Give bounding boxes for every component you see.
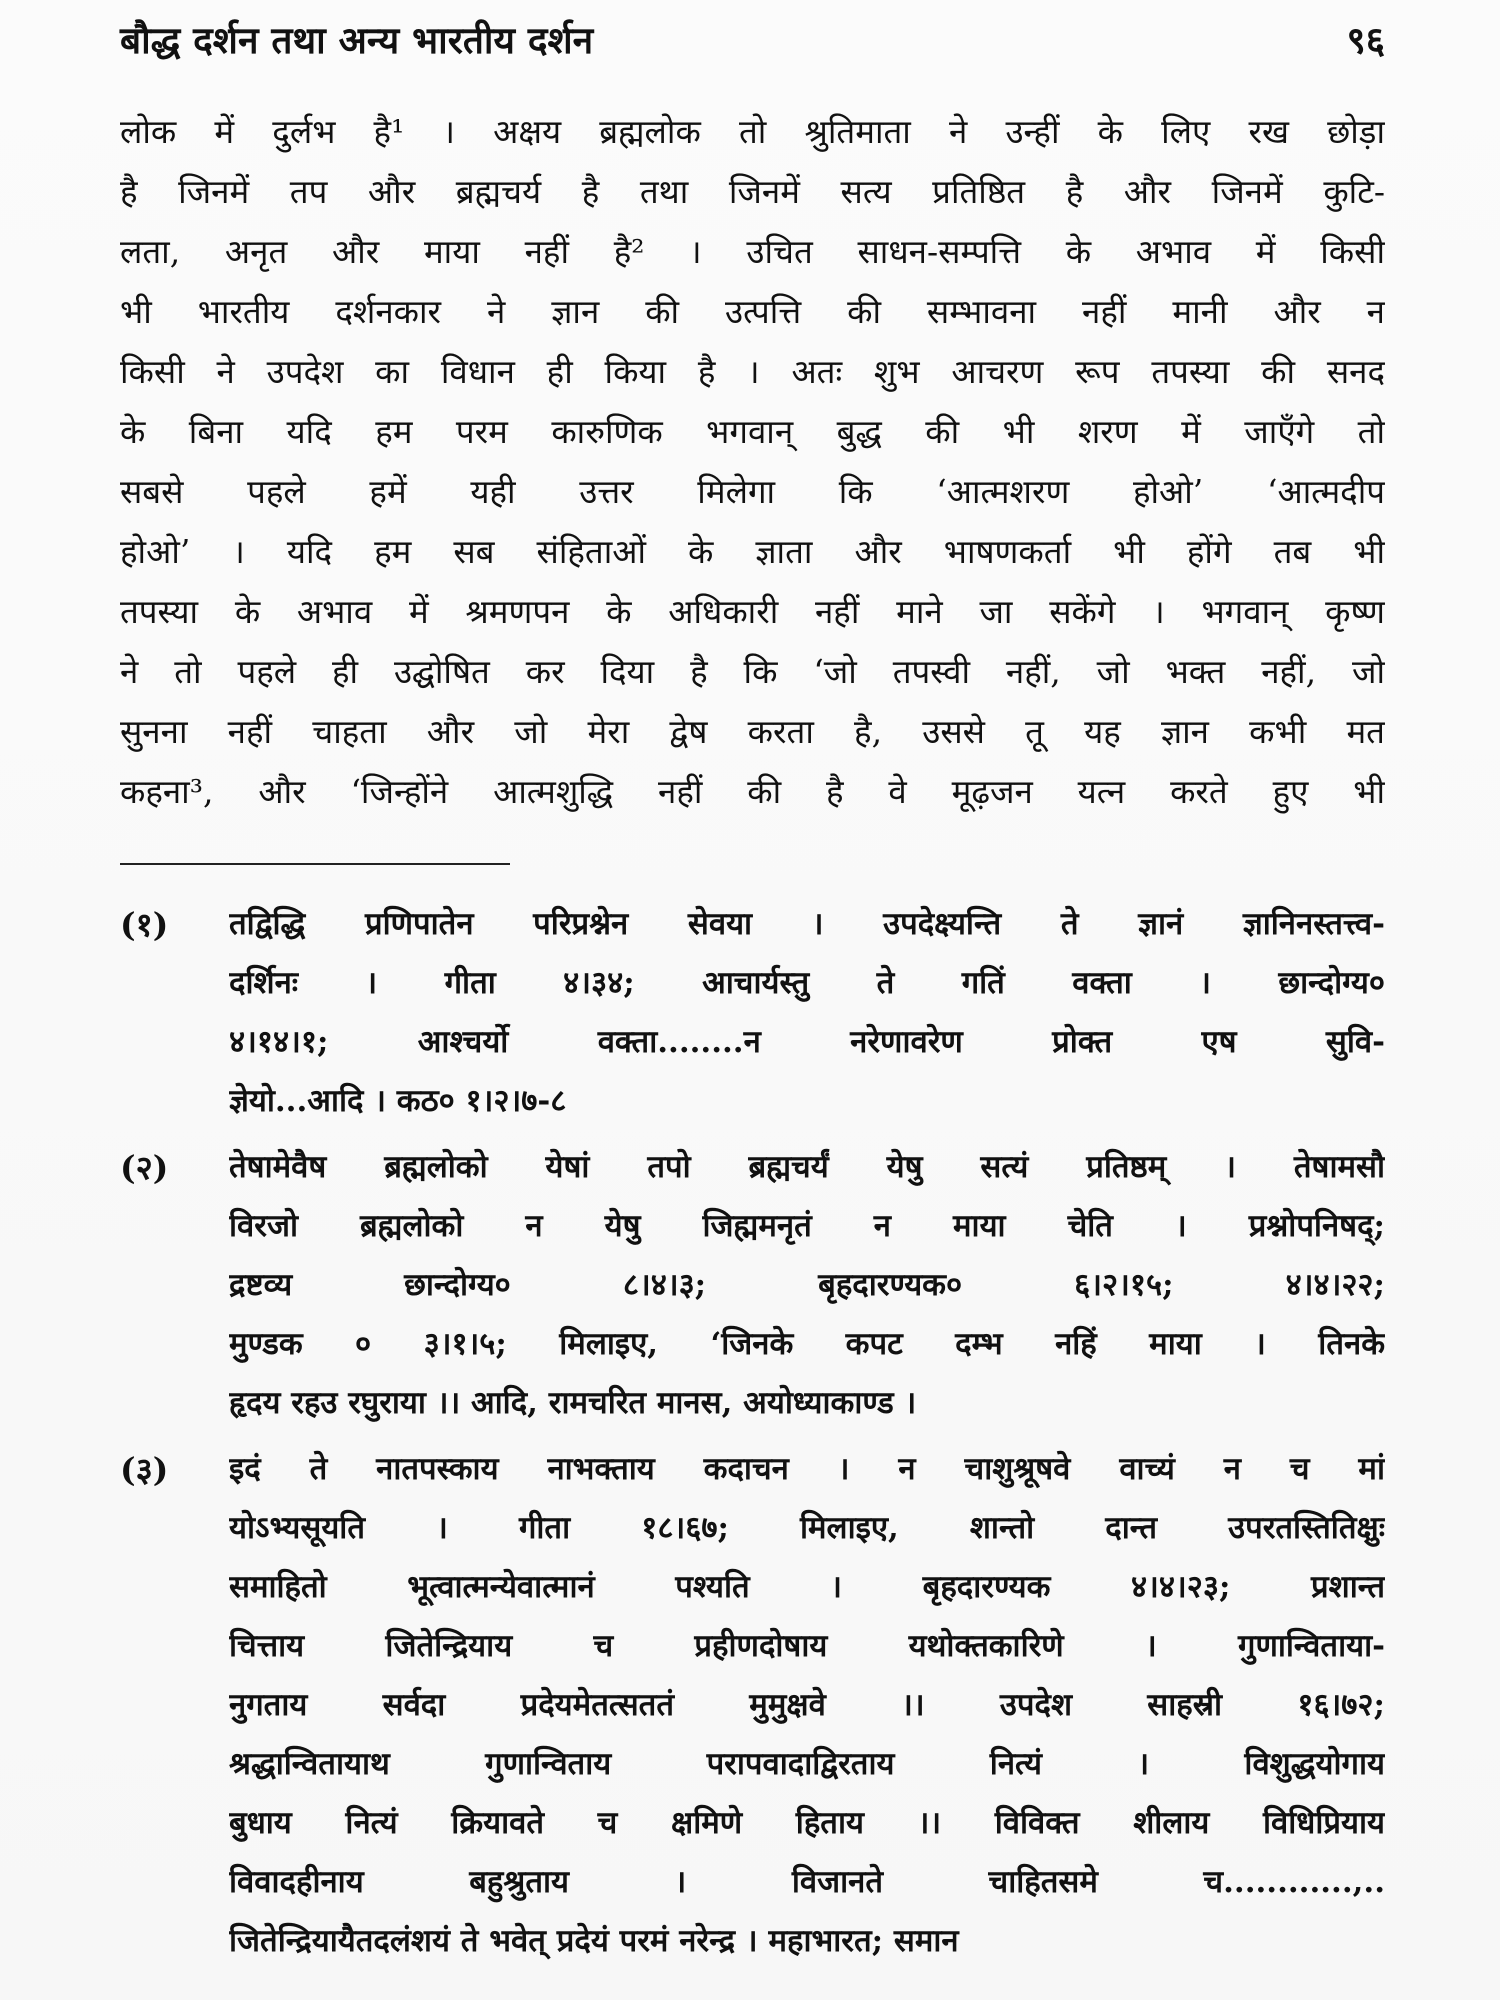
body-line: सुनना नहीं चाहता और जो मेरा द्वेष करता है, उससे तू यह ज्ञान कभी मत: [120, 712, 1385, 751]
footnote-line: ४।१४।१; आश्चर्यो वक्ता........न नरेणावरेण प्रोक्त एष सुवि-: [229, 1024, 1385, 1060]
footnote-3: [120, 1440, 1385, 1971]
footnote-text: [229, 1138, 1385, 1433]
footnote-line: तेषामेवैष ब्रह्मलोको येषां तपो ब्रह्मचर्यं येषु सत्यं प्रतिष्ठम् । तेषामसौ: [229, 1149, 1385, 1185]
body-line: होओ’ । यदि हम सब संहिताओं के ज्ञाता और भाषणकर्ता भी होंगे तब भी: [120, 532, 1385, 571]
footnote-line: मुण्डक ० ३।१।५; मिलाइए, ‘जिनके कपट दम्भ नहिं माया । तिनके: [229, 1326, 1385, 1362]
body-line: भी भारतीय दर्शनकार ने ज्ञान की उत्पत्ति की सम्भावना नहीं मानी और न: [120, 292, 1385, 331]
footnote-line: नुगताय सर्वदा प्रदेयमेतत्सततं मुमुक्षवे ।। उपदेश साहस्री १६।७२;: [229, 1687, 1385, 1723]
body-line: ने तो पहले ही उद्घोषित कर दिया है कि ‘जो तपस्वी नहीं, जो भक्त नहीं, जो: [120, 652, 1385, 691]
body-line: के बिना यदि हम परम कारुणिक भगवान् बुद्ध की भी शरण में जाएँगे तो: [120, 412, 1385, 451]
footnote-line: दर्शिनः । गीता ४।३४; आचार्यस्तु ते गतिं वक्ता । छान्दोग्य०: [229, 965, 1385, 1001]
body-line: लोक में दुर्लभ है¹ । अक्षय ब्रह्मलोक तो श्रुतिमाता ने उन्हीं के लिए रख छोड़ा: [120, 112, 1385, 151]
footnote-line: चित्ताय जितेन्द्रियाय च प्रहीणदोषाय यथोक्तकारिणे । गुणान्विताया-: [229, 1628, 1385, 1664]
running-title: बौद्ध दर्शन तथा अन्य भारतीय दर्शन: [120, 18, 594, 62]
footnote-divider: [120, 863, 510, 865]
footnote-marker: (१): [120, 905, 169, 944]
body-line: लता, अनृत और माया नहीं है² । उचित साधन-सम्पत्ति के अभाव में किसी: [120, 232, 1385, 271]
footnote-line: तद्विद्धि प्रणिपातेन परिप्रश्नेन सेवया । उपदेक्ष्यन्ति ते ज्ञानं ज्ञानिनस्तत्त्व-: [229, 906, 1385, 942]
footnote-text: [229, 1440, 1385, 1971]
main-body-text: [120, 102, 1385, 822]
footnote-marker: (२): [120, 1148, 169, 1187]
body-line: सबसे पहले हमें यही उत्तर मिलेगा कि ‘आत्मशरण होओ’ ‘आत्मदीप: [120, 472, 1385, 511]
footnote-1: [120, 895, 1385, 1131]
footnote-2: [120, 1138, 1385, 1433]
body-line: है जिनमें तप और ब्रह्मचर्य है तथा जिनमें सत्य प्रतिष्ठित है और जिनमें कुटि-: [120, 172, 1385, 211]
page-header: [120, 16, 1385, 64]
footnote-marker: (३): [120, 1450, 169, 1489]
footnote-line: समाहितो भूत्वात्मन्येवात्मानं पश्यति । बृहदारण्यक ४।४।२३; प्रशान्त: [229, 1569, 1385, 1605]
footnote-line: द्रष्टव्य छान्दोग्य० ८।४।३; बृहदारण्यक० ६।२।१५; ४।४।२२;: [229, 1267, 1385, 1303]
footnote-line: विरजो ब्रह्मलोको न येषु जिह्ममनृतं न माया चेति । प्रश्नोपनिषद्;: [229, 1208, 1385, 1244]
footnotes-section: [120, 895, 1385, 1978]
footnote-line: हृदय रहउ रघुराया ।। आदि, रामचरित मानस, अयोध्याकाण्ड ।: [229, 1385, 917, 1421]
footnote-line: इदं ते नातपस्काय नाभक्ताय कदाचन । न चाशुश्रूषवे वाच्यं न च मां: [229, 1451, 1385, 1487]
footnote-line: श्रद्धान्वितायाथ गुणान्विताय परापवादाद्विरताय नित्यं । विशुद्धयोगाय: [229, 1746, 1385, 1782]
footnote-line: बुधाय नित्यं क्रियावते च क्षमिणे हिताय ।। विविक्त शीलाय विधिप्रियाय: [229, 1805, 1385, 1841]
footnote-text: [229, 895, 1385, 1131]
body-line: कहना³, और ‘जिन्होंने आत्मशुद्धि नहीं की है वे मूढ़जन यत्न करते हुए भी: [120, 772, 1385, 811]
footnote-line: जितेन्द्रियायैतदलंशयं ते भवेत् प्रदेयं परमं नरेन्द्र । महाभारत; समान: [229, 1923, 959, 1959]
footnote-line: विवादहीनाय बहुश्रुताय । विजानते चाहितसमे च............,..: [229, 1864, 1385, 1900]
footnote-line: ज्ञेयो...आदि । कठ० १।२।७-८: [229, 1083, 567, 1119]
page-number: ९६: [1346, 18, 1385, 62]
body-line: किसी ने उपदेश का विधान ही किया है । अतः शुभ आचरण रूप तपस्या की सनद: [120, 352, 1385, 391]
body-line: तपस्या के अभाव में श्रमणपन के अधिकारी नहीं माने जा सकेंगे । भगवान् कृष्ण: [120, 592, 1385, 631]
footnote-line: योऽभ्यसूयति । गीता १८।६७; मिलाइए, शान्तो दान्त उपरतस्तितिक्षुः: [229, 1510, 1385, 1546]
